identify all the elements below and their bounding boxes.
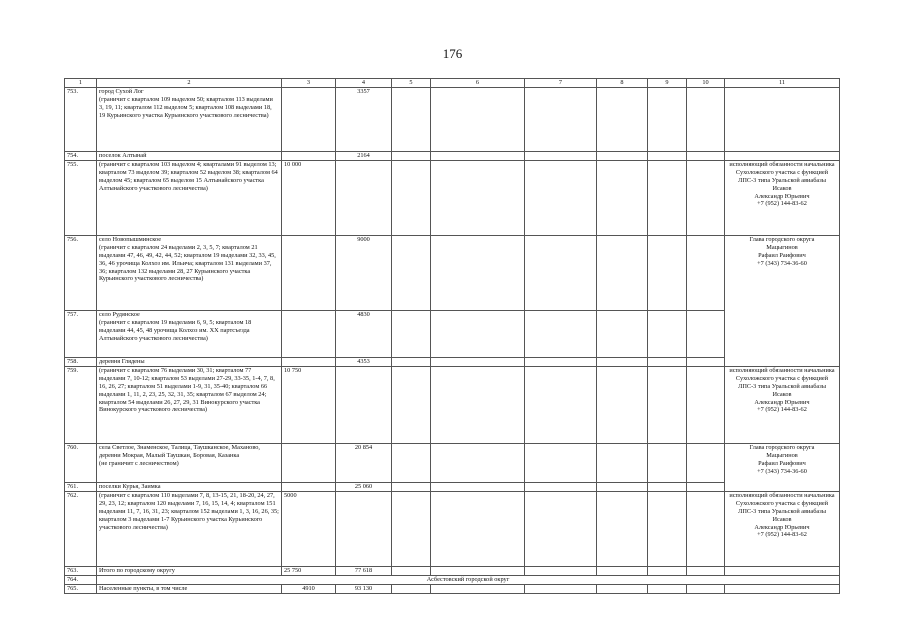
value-col4: 9000 <box>336 235 392 310</box>
settlement-name: поселок Алтынай <box>97 151 282 160</box>
row-number: 760. <box>65 443 97 482</box>
header-cell: 5 <box>392 79 431 88</box>
contact-surname: Исаков <box>772 390 792 398</box>
district-heading: Асбестовский городской округ <box>97 575 840 584</box>
header-cell: 7 <box>525 79 597 88</box>
value-col4: 20 854 <box>336 443 392 482</box>
table-row <box>65 235 840 310</box>
header-cell: 3 <box>282 79 336 88</box>
contact-phone: +7 (952) 144-83-62 <box>757 200 807 208</box>
row-number: 759. <box>65 366 97 443</box>
boundary-description: (не граничит с лесничеством) <box>99 459 179 467</box>
contact-given-name: Александр Юрьевич <box>754 192 810 200</box>
row-number: 758. <box>65 357 97 366</box>
value-col3 <box>282 482 336 491</box>
row-number: 765. <box>65 584 97 593</box>
row-number: 755. <box>65 160 97 235</box>
row-number: 761. <box>65 482 97 491</box>
row-number: 764. <box>65 575 97 584</box>
value-col4 <box>336 491 392 566</box>
contact-phone: +7 (952) 144-83-62 <box>757 531 807 539</box>
value-col4 <box>336 160 392 235</box>
table-row <box>65 366 840 443</box>
contact-surname: Мацыгинов <box>766 451 798 459</box>
settlement-name: поселки Курья, Заимка <box>97 482 282 491</box>
contact-role: Глава городского округа <box>749 443 815 451</box>
value-col3: 4910 <box>282 584 336 593</box>
value-col4: 4830 <box>336 310 392 357</box>
value-col4: 2164 <box>336 151 392 160</box>
settlement-cell <box>97 235 282 310</box>
row-number: 763. <box>65 566 97 575</box>
boundary-description: (граничит с кварталом 76 выделами 30, 31; кварталом 77 выделами 7, 10-12; кварталом 53 выделами 27-29, 33-35, 1-4, 7, 8, 16, 26, 27; кварталом 51 выделами 1-9, 31, 35-40; кварталом 66 выделами 1, 11, 2, 23, 25, 32, 31, 35; кварталом 67 выделом 24; кварталом 54 выделами 26, 27, 29, 31 Винокурского участка Винокурского участкового лесничества) <box>97 366 282 443</box>
settlement-name: Итого по городскому округу <box>97 566 282 575</box>
settlement-name: город Сухой Лог <box>99 87 144 95</box>
settlement-name: село Новопышминское <box>99 235 162 243</box>
contact-role: исполняющий обязанности начальника Сухоложского участка с функцией ЛПС-3 типа Уральской авиабазы <box>729 366 835 390</box>
settlement-cell <box>97 87 282 151</box>
header-row <box>65 79 840 88</box>
header-cell: 10 <box>687 79 725 88</box>
table-row <box>65 443 840 482</box>
contact-cell <box>725 366 840 443</box>
value-col4: 93 130 <box>336 584 392 593</box>
contact-given-name: Александр Юрьевич <box>754 523 810 531</box>
contact-given-name: Рафаил Раифович <box>758 251 806 259</box>
table-row <box>65 491 840 566</box>
contact-surname: Мацыгинов <box>766 243 798 251</box>
table-row <box>65 160 840 235</box>
contact-surname: Исаков <box>772 184 792 192</box>
table-row <box>65 151 840 160</box>
contact-cell <box>725 160 840 235</box>
contact-phone: +7 (343) 734-36-60 <box>757 467 807 475</box>
row-number: 753. <box>65 87 97 151</box>
boundary-description: (граничит с кварталом 109 выделом 50; кварталом 113 выделами 3, 19, 11; кварталом 112 выделом 5; кварталом 108 выделами 18, 19 Курьинского участка Курьинского участкового лесничества) <box>99 95 273 119</box>
settlement-name: деревня Глядены <box>97 357 282 366</box>
header-cell: 2 <box>97 79 282 88</box>
value-col3: 5000 <box>282 491 336 566</box>
value-col3: 10 750 <box>282 366 336 443</box>
header-cell: 8 <box>597 79 648 88</box>
row-number: 762. <box>65 491 97 566</box>
value-col4: 77 618 <box>336 566 392 575</box>
contact-role: Глава городского округа <box>749 235 815 243</box>
value-col4 <box>336 366 392 443</box>
boundary-description: (граничит с кварталом 19 выделами 6, 9, 5; кварталом 18 выделами 44, 45, 48 урочища Колхоз им. XX партсъезда Алтынайского участкового лесничества) <box>99 318 252 342</box>
settlement-name: Населенные пункты, в том числе <box>97 584 282 593</box>
contact-given-name: Александр Юрьевич <box>754 398 810 406</box>
header-cell: 4 <box>336 79 392 88</box>
contact-phone: +7 (952) 144-83-62 <box>757 406 807 414</box>
value-col3 <box>282 357 336 366</box>
value-col4: 25 060 <box>336 482 392 491</box>
contact-given-name: Рафаил Раифович <box>758 459 806 467</box>
row-number: 757. <box>65 310 97 357</box>
value-col3 <box>282 151 336 160</box>
header-cell: 1 <box>65 79 97 88</box>
value-col3 <box>282 443 336 482</box>
header-cell: 6 <box>431 79 525 88</box>
value-col3 <box>282 310 336 357</box>
row-number: 756. <box>65 235 97 310</box>
table-row <box>65 357 840 366</box>
value-col3 <box>282 87 336 151</box>
table-row <box>65 566 840 575</box>
row-number: 754. <box>65 151 97 160</box>
contact-cell <box>725 235 840 366</box>
contact-phone: +7 (343) 734-36-60 <box>757 259 807 267</box>
table-row <box>65 575 840 584</box>
settlement-cell <box>97 443 282 482</box>
header-cell: 9 <box>648 79 687 88</box>
value-col3 <box>282 235 336 310</box>
settlement-name: села Светлое, Знаменское, Талица, Таушканское, Маханово, деревни Мокрая, Малый Таушкан, Боровая, Казанка <box>99 443 260 459</box>
settlements-table <box>64 78 840 594</box>
contact-cell <box>725 491 840 566</box>
contact-cell <box>725 443 840 491</box>
table-row <box>65 87 840 151</box>
settlement-name: село Рудянское <box>99 310 140 318</box>
contact-surname: Исаков <box>772 515 792 523</box>
value-col4: 4353 <box>336 357 392 366</box>
page-number: 176 <box>442 46 463 61</box>
table-row <box>65 482 840 491</box>
contact-role: исполняющий обязанности начальника Сухоложского участка с функцией ЛПС-3 типа Уральской авиабазы <box>729 491 835 515</box>
table-row <box>65 584 840 593</box>
contact-role: исполняющий обязанности начальника Сухоложского участка с функцией ЛПС-3 типа Уральской авиабазы <box>729 160 835 184</box>
table-row <box>65 310 840 357</box>
settlement-cell <box>97 310 282 357</box>
boundary-description: (граничит с кварталом 103 выделом 4; кварталами 91 выделом 13; кварталом 73 выделом 39; кварталом 52 выделом 38; кварталом 64 выделом 45; кварталом 65 выделом 15 Алтынайского участка Алтынайского участкового лесничества) <box>97 160 282 235</box>
boundary-description: (граничит с кварталом 24 выделами 2, 3, 5, 7; кварталом 21 выделами 47, 46, 49, 42, 44, 52; кварталом 19 выделами 32, 33, 45, 36, 46 урочища Колхоз им. Ильича; кварталом 131 выделами 37, 36; кварталом 132 выделами 28, 27 Курьинского участка Курьинского участкового лесничества) <box>99 243 276 283</box>
boundary-description: (граничит с кварталом 110 выделами 7, 8, 13-15, 21, 18-20, 24, 27, 29, 23, 12; кварталом 120 выделами 7, 16, 15, 14, 4; кварталом 151 выделами 11, 7, 16, 31, 23; кварталом 152 выделами 1, 3, 16, 26, 35; кварталом 3 выделами 1-7 Курьинского участка Курьинского участкового лесничества) <box>97 491 282 566</box>
value-col3: 10 000 <box>282 160 336 235</box>
value-col4: 3357 <box>336 87 392 151</box>
header-cell: 11 <box>725 79 840 88</box>
value-col3: 25 750 <box>282 566 336 575</box>
